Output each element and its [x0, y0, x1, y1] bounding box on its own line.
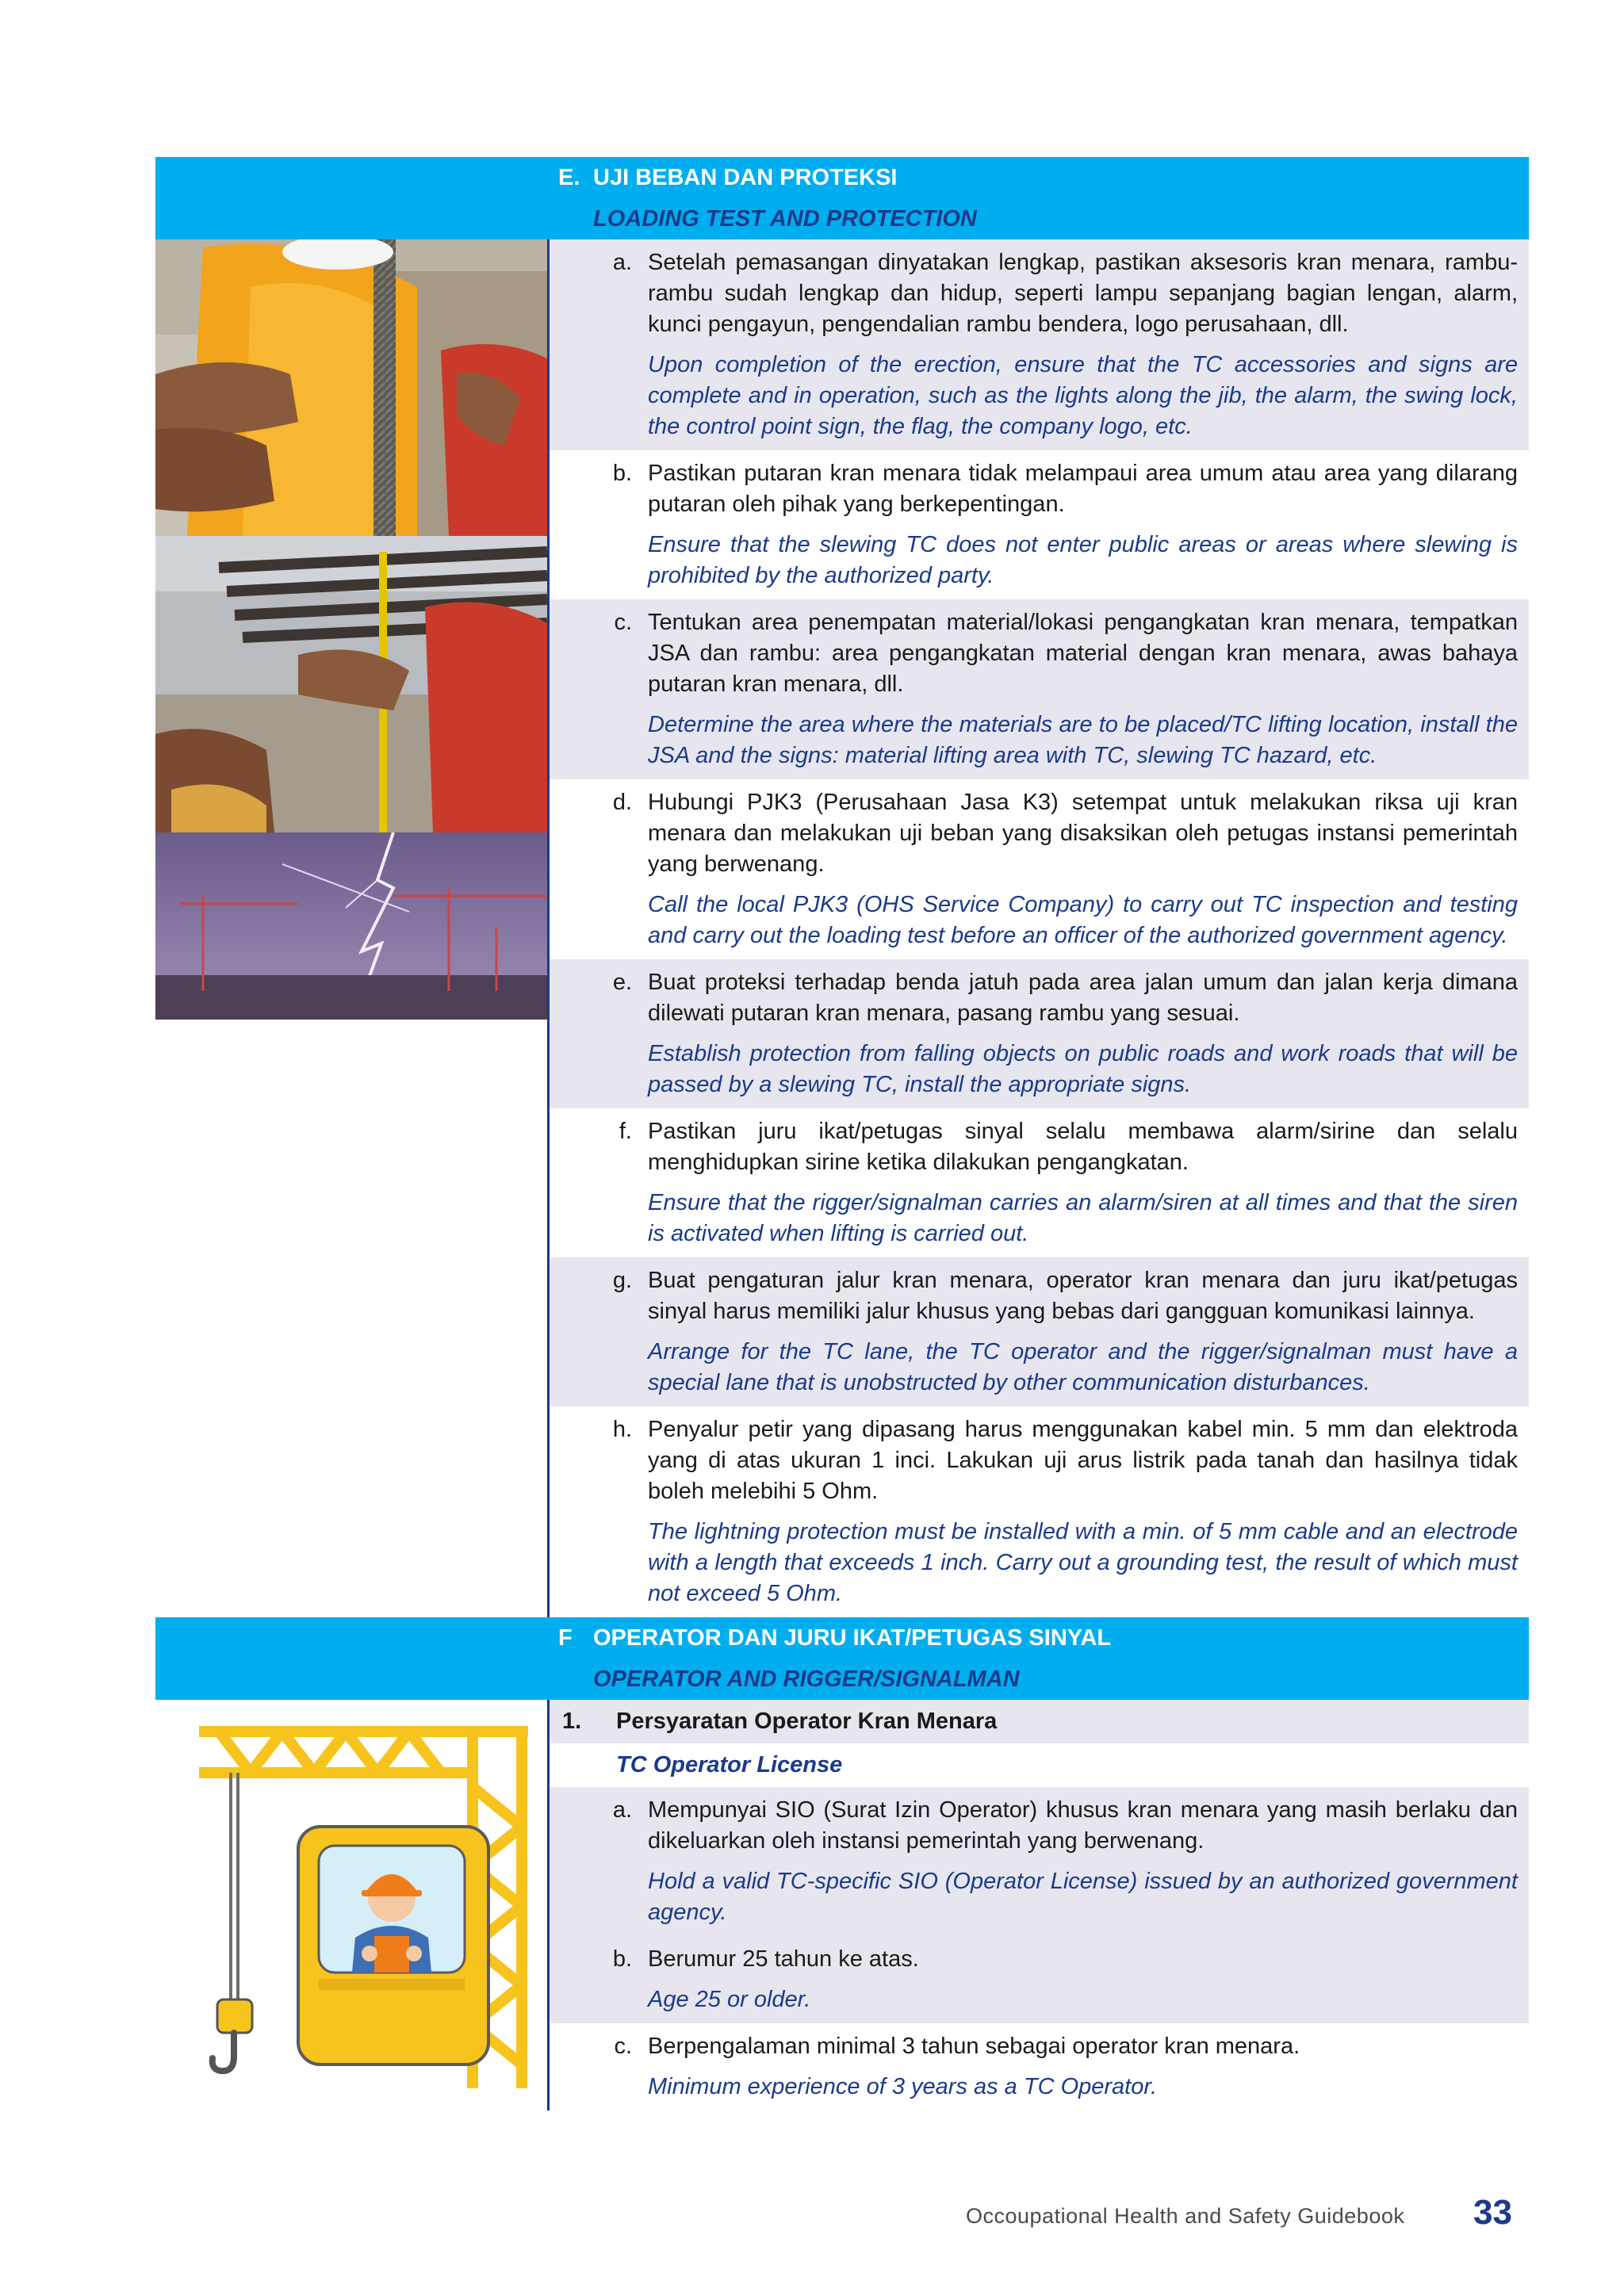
- subsection-title-id: Persyaratan Operator Kran Menara: [616, 1709, 998, 1734]
- item-text-en: Hold a valid TC-specific SIO (Operator License) issued by an authorized government agency.: [648, 1869, 1518, 1925]
- item-text-id: Berpengalaman minimal 3 tahun sebagai operator kran menara.: [648, 2034, 1300, 2059]
- item-text-id: Pastikan putaran kran menara tidak melampaui area umum atau area yang dilarang putaran oleh pihak yang berkepentingan.: [648, 461, 1518, 517]
- list-item: [550, 2023, 1529, 2110]
- section-e-photos: [155, 239, 547, 1617]
- section-e-items: [547, 239, 1529, 1617]
- list-item: [550, 1108, 1529, 1257]
- section-e-title-english: [558, 198, 1529, 239]
- item-marker: a.: [612, 1797, 632, 1823]
- list-item: [550, 1257, 1529, 1406]
- list-item: [550, 1787, 1529, 1936]
- crane-operator-illustration: [155, 1700, 547, 2088]
- list-item: [550, 239, 1529, 450]
- item-text-id: Buat proteksi terhadap benda jatuh pada area jalan umum dan jalan kerja dimana dilewati putaran kran menara, pasang rambu yang sesuai.: [648, 970, 1518, 1026]
- item-text-en: Upon completion of the erection, ensure that the TC accessories and signs are complete and in operation, such as the lights along the jib, the alarm, the swing lock, the control point sign, the flag, the company logo, etc.: [648, 352, 1518, 439]
- item-text-id: Penyalur petir yang dipasang harus menggunakan kabel min. 5 mm dan elektroda yang di atas ukuran 1 inci. Lakukan uji arus listrik pada tanah dan hasilnya tidak boleh melebihi 5 Ohm.: [648, 1417, 1518, 1504]
- item-text-en: Establish protection from falling objects on public roads and work roads that will be passed by a slewing TC, install the appropriate signs.: [648, 1041, 1518, 1097]
- list-item: [550, 1936, 1529, 2023]
- list-item: [550, 450, 1529, 599]
- section-e-letter: E.: [558, 164, 580, 190]
- item-text-id: Buat pengaturan jalur kran menara, operator kran menara dan juru ikat/petugas sinyal harus memiliki jalur khusus yang bebas dari gangguan komunikasi lainnya.: [648, 1268, 1518, 1324]
- section-f-title-english: [558, 1659, 1529, 1700]
- list-item: [550, 599, 1529, 779]
- section-e-title-en: LOADING TEST AND PROTECTION: [593, 205, 977, 232]
- item-marker: f.: [619, 1119, 632, 1144]
- section-e-title-id: UJI BEBAN DAN PROTEKSI: [593, 164, 898, 190]
- lightning-photo: [155, 832, 547, 1020]
- item-text-en: The lightning protection must be installed with a min. of 5 mm cable and an electrode with a length that exceeds 1 inch. Carry out a grounding test, the result of which must not exceed 5 Ohm.: [648, 1519, 1518, 1606]
- item-marker: d.: [612, 790, 632, 815]
- header-spacer: [155, 1617, 549, 1700]
- item-text-en: Ensure that the slewing TC does not enter public areas or areas where slewing is prohibited by the authorized party.: [648, 532, 1518, 588]
- item-marker: c.: [614, 610, 632, 635]
- item-text-id: Setelah pemasangan dinyatakan lengkap, pastikan aksesoris kran menara, rambu-rambu sudah lengkap dan hidup, seperti lampu sepanjang bagian lengan, alarm, kunci pengayun, pengendalian rambu bendera, logo perusahaan, dll.: [648, 250, 1518, 337]
- section-f-illustration: [155, 1700, 547, 2110]
- footer-book-title: Occoupational Health and Safety Guidebook: [966, 2204, 1405, 2228]
- document-body: [155, 157, 1529, 2110]
- rebar-measurement-photo: [155, 536, 547, 832]
- crane-inspection-photo: [155, 239, 547, 536]
- item-text-en: Minimum experience of 3 years as a TC Operator.: [648, 2074, 1158, 2099]
- page-number: 33: [1473, 2193, 1512, 2232]
- subsection-title-en: TC Operator License: [616, 1752, 843, 1777]
- section-f-title: [558, 1617, 1529, 1659]
- item-text-en: Arrange for the TC lane, the TC operator and the rigger/signalman must have a special lane that is unobstructed by other communication disturbances.: [648, 1339, 1518, 1395]
- item-text-id: Berumur 25 tahun ke atas.: [648, 1946, 919, 1972]
- list-item: [550, 1406, 1529, 1617]
- item-marker: h.: [612, 1417, 632, 1442]
- operator-license-heading: [550, 1700, 1529, 1743]
- section-e-body: [155, 239, 1529, 1617]
- item-marker: e.: [612, 970, 632, 995]
- list-item: [550, 959, 1529, 1108]
- header-spacer: [155, 157, 549, 239]
- item-marker: c.: [614, 2034, 632, 2059]
- item-text-en: Age 25 or older.: [648, 1987, 811, 2012]
- item-text-id: Hubungi PJK3 (Perusahaan Jasa K3) setempat untuk melakukan riksa uji kran menara dan melakukan uji beban yang disaksikan oleh petugas instansi pemerintah yang berwenang.: [648, 790, 1518, 877]
- subsection-number: 1.: [562, 1709, 582, 1734]
- section-f-title-en: OPERATOR AND RIGGER/SIGNALMAN: [593, 1666, 1020, 1692]
- item-marker: b.: [612, 461, 632, 486]
- item-text-id: Tentukan area penempatan material/lokasi pengangkatan kran menara, tempatkan JSA dan rambu: area pengangkatan material dengan kran menara, awas bahaya putaran kran menara, dll.: [648, 610, 1518, 697]
- item-text-id: Mempunyai SIO (Surat Izin Operator) khusus kran menara yang masih berlaku dan dikeluarkan oleh instansi pemerintah yang berwenang.: [648, 1797, 1518, 1854]
- item-text-en: Call the local PJK3 (OHS Service Company) to carry out TC inspection and testing and carry out the loading test before an officer of the authorized government agency.: [648, 892, 1518, 948]
- section-f-items: [547, 1700, 1529, 2110]
- item-marker: b.: [612, 1946, 632, 1972]
- item-text-en: Determine the area where the materials are to be placed/TC lifting location, install the JSA and the signs: material lifting area with TC, slewing TC hazard, etc.: [648, 712, 1518, 768]
- section-f-title-id: OPERATOR DAN JURU IKAT/PETUGAS SINYAL: [593, 1624, 1112, 1651]
- operator-license-heading-english: [550, 1743, 1529, 1787]
- section-e-header: [155, 157, 1529, 239]
- item-marker: g.: [612, 1268, 632, 1293]
- section-f-header: [155, 1617, 1529, 1700]
- item-marker: a.: [612, 250, 632, 275]
- section-e-title: [558, 157, 1529, 198]
- list-item: [550, 779, 1529, 959]
- item-text-id: Pastikan juru ikat/petugas sinyal selalu membawa alarm/sirine dan selalu menghidupkan sirine ketika dilakukan pengangkatan.: [648, 1119, 1518, 1175]
- section-f-letter: F: [558, 1624, 573, 1651]
- item-text-en: Ensure that the rigger/signalman carries an alarm/siren at all times and that the siren is activated when lifting is carried out.: [648, 1190, 1518, 1246]
- section-f-body: [155, 1700, 1529, 2110]
